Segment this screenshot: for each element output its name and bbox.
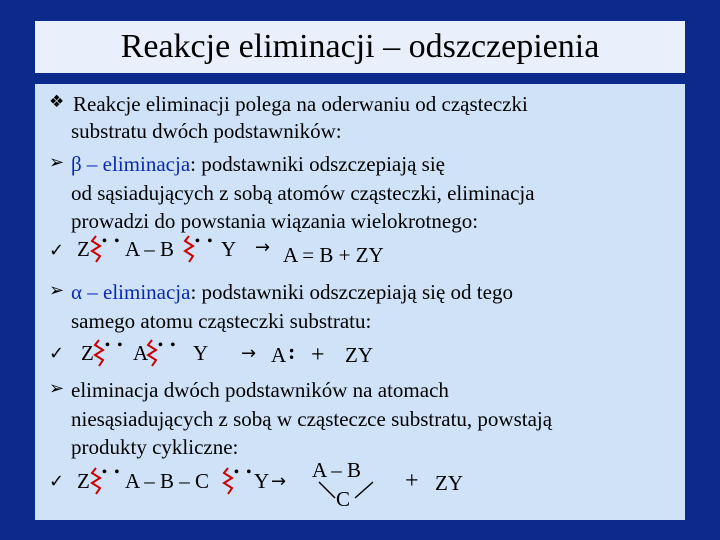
- cyclic-eq-plus: +: [405, 468, 419, 494]
- alpha-line-1-rest: : podstawniki odszczepiają się od tego: [190, 280, 513, 304]
- slide-title: Reakcje eliminacji – odszczepienia: [120, 28, 600, 65]
- arrow-bullet-icon: ➢: [49, 378, 65, 399]
- beta-line-1: [71, 154, 445, 175]
- electron-pair-icon: • •: [195, 234, 215, 249]
- beta-eq-z: Z: [77, 237, 90, 261]
- electron-pair-icon: • •: [102, 465, 122, 480]
- electron-pair-icon: • •: [158, 338, 178, 353]
- arrow-bullet-icon: ➢: [49, 280, 65, 301]
- bond-cleavage-icon: [146, 338, 158, 368]
- cyclic-eq-z: Z: [77, 469, 90, 493]
- alpha-line-1: [71, 282, 513, 303]
- beta-eq-mid: A – B: [125, 237, 175, 261]
- cyclic-line-3: produkty cykliczne:: [71, 435, 239, 459]
- content-panel: [35, 84, 685, 520]
- electron-pair-icon: • •: [234, 465, 254, 480]
- alpha-eq-z: Z: [81, 341, 94, 365]
- bond-cleavage-icon: [90, 234, 102, 264]
- title-bar: [35, 21, 685, 73]
- cyclic-line-1: eliminacja dwóch podstawników na atomach: [71, 378, 449, 402]
- reaction-arrow-icon: →: [241, 343, 257, 364]
- ring-top: A – B: [312, 458, 362, 482]
- reaction-arrow-icon: →: [255, 237, 271, 258]
- alpha-eq-y: Y: [193, 341, 209, 365]
- electron-pair-icon: • •: [105, 338, 125, 353]
- ring-bottom: C: [336, 487, 351, 511]
- check-icon: ✓: [49, 343, 65, 364]
- alpha-term: α – eliminacja: [71, 280, 191, 304]
- cyclic-line-2: niesąsiadujących z sobą w cząsteczce substratu, powstają: [71, 407, 553, 431]
- alpha-eq-a: A: [133, 341, 149, 365]
- beta-line-2: od sąsiadujących z sobą atomów cząsteczki, eliminacja: [71, 181, 535, 205]
- alpha-eq-product-zy: ZY: [345, 343, 373, 367]
- check-icon: ✓: [49, 471, 65, 492]
- beta-eq-y: Y: [221, 237, 237, 261]
- cyclic-eq-mid: A – B – C: [125, 469, 210, 493]
- alpha-line-2: samego atomu cząsteczki substratu:: [71, 309, 372, 333]
- alpha-eq-product-a: A: [271, 343, 287, 367]
- beta-eq-product: A = B + ZY: [283, 243, 384, 267]
- bond-cleavage-icon: [93, 338, 105, 368]
- electron-pair-icon: :: [288, 339, 296, 364]
- check-icon: ✓: [49, 240, 65, 261]
- beta-line-1-rest: : podstawniki odszczepiają się: [190, 152, 445, 176]
- beta-line-3: prowadzi do powstania wiązania wielokrotnego:: [71, 209, 479, 233]
- bond-cleavage-icon: [183, 234, 195, 264]
- bond-cleavage-icon: [222, 466, 234, 496]
- arrow-bullet-icon: ➢: [49, 152, 65, 173]
- bond-cleavage-icon: [90, 466, 102, 496]
- intro-line-2: substratu dwóch podstawników:: [71, 119, 342, 143]
- beta-term: β – eliminacja: [71, 152, 191, 176]
- cyclic-eq-y: Y: [254, 469, 270, 493]
- diamond-bullet-icon: ❖: [49, 92, 65, 112]
- electron-pair-icon: • •: [102, 234, 122, 249]
- alpha-eq-plus: +: [311, 342, 325, 368]
- intro-line-1: Reakcje eliminacji polega na oderwaniu od cząsteczki: [73, 92, 528, 116]
- cyclic-eq-product-zy: ZY: [435, 471, 463, 495]
- reaction-arrow-icon: →: [271, 471, 287, 492]
